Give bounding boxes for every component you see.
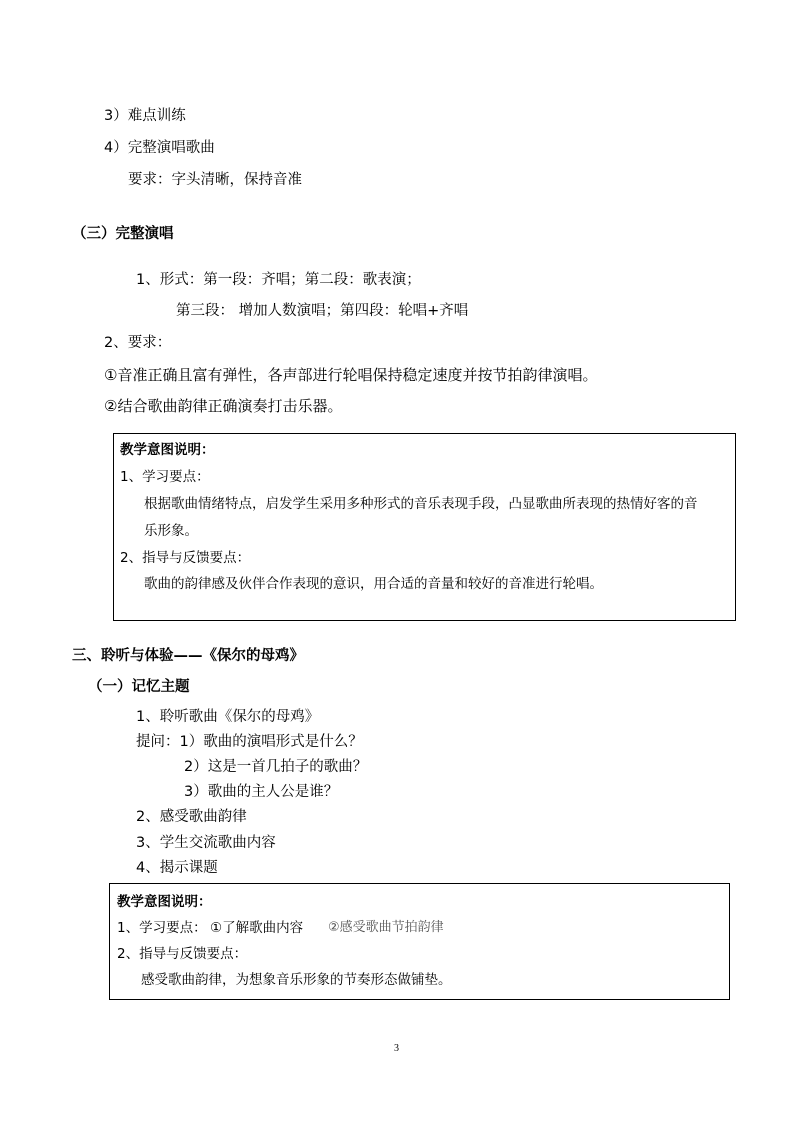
question-3: 3）歌曲的主人公是谁？ [184, 784, 339, 800]
box2-point1-title: 1、学习要点： [117, 920, 207, 936]
requirement-1: ①音准正确且富有弹性，各声部进行轮唱保持稳定速度并按节拍韵律演唱。 [104, 366, 598, 384]
box1-point1-title: 1、学习要点： [120, 469, 210, 485]
listen-item-3: 3、学生交流歌曲内容 [136, 835, 276, 851]
box1-title: 教学意图说明： [120, 442, 215, 458]
box2-point1-a: ①了解歌曲内容 [210, 920, 304, 936]
sub-heading-memory: （一）记忆主题 [88, 679, 190, 695]
listen-item-4: 4、揭示课题 [136, 860, 218, 876]
box2-title: 教学意图说明： [117, 894, 212, 910]
requirement-text: 要求：字头清晰，保持音准 [128, 172, 302, 188]
step-3-item: 3）难点训练 [104, 108, 186, 124]
listen-item-2: 2、感受歌曲韵律 [136, 809, 247, 825]
box2-point2-line1: 感受歌曲韵律，为想象音乐形象的节奏形态做铺垫。 [141, 972, 452, 988]
requirement-title: 2、要求： [104, 335, 172, 351]
box1-point1-line2: 乐形象。 [144, 523, 198, 539]
listen-item-1: 1、聆听歌曲《保尔的母鸡》 [136, 709, 320, 725]
step-4-item: 4）完整演唱歌曲 [104, 140, 215, 156]
section-heading-listen: 三、聆听与体验——《保尔的母鸡》 [72, 648, 304, 664]
question-2: 2）这是一首几拍子的歌曲？ [184, 759, 368, 775]
box2-point2-title: 2、指导与反馈要点： [117, 946, 248, 962]
form-line-1: 1、形式：第一段：齐唱；第二段：歌表演； [136, 272, 421, 288]
form-line-2: 第三段： 增加人数演唱；第四段：轮唱+齐唱 [176, 303, 469, 319]
box1-point2-line1: 歌曲的韵律感及伙伴合作表现的意识，用合适的音量和较好的音准进行轮唱。 [144, 576, 603, 592]
box2-point1-b: ②感受歌曲节拍韵律 [328, 920, 444, 935]
requirement-2: ②结合歌曲韵律正确演奏打击乐器。 [104, 397, 343, 415]
question-1: 提问：1）歌曲的演唱形式是什么？ [136, 734, 363, 750]
box1-point2-title: 2、指导与反馈要点： [120, 550, 251, 566]
page-number: 3 [394, 1043, 399, 1054]
box1-point1-line1: 根据歌曲情绪特点，启发学生采用多种形式的音乐表现手段，凸显歌曲所表现的热情好客的音 [144, 496, 698, 512]
section-heading-perform: （三）完整演唱 [72, 226, 174, 242]
